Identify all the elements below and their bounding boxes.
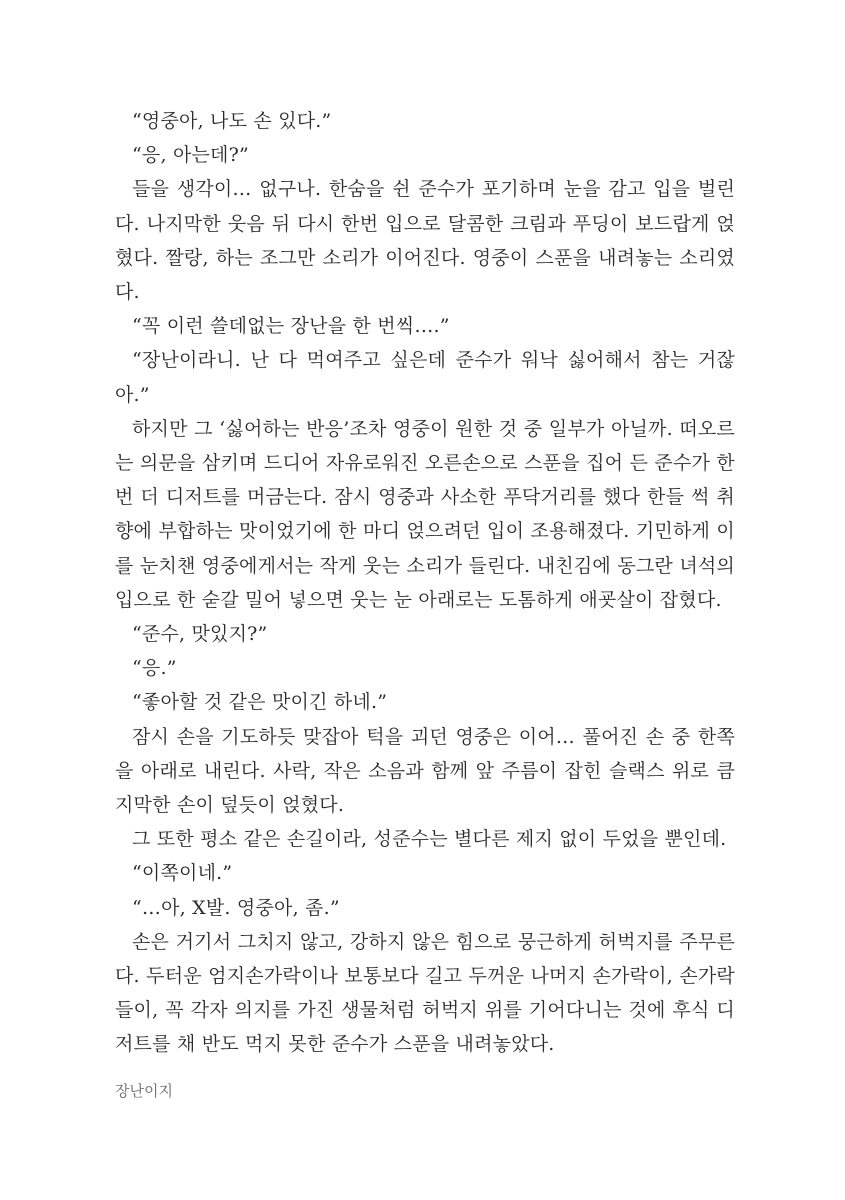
paragraph: “좋아할 것 같은 맛이긴 하네.”	[132, 691, 388, 714]
paragraph: “응, 아는데?”	[132, 144, 249, 167]
page-footer-title: 장난이지	[115, 1082, 173, 1100]
paragraph: 들을 생각이… 없구나. 한숨을 쉰 준수가 포기하며 눈을 감고 입을 벌린다. 나지막한 웃음 뒤 다시 한번 입으로 달콤한 크림과 푸딩이 보드랍게 얹혔다. 짤랑, 하는 조그만 소리가 이어진다. 영중이 스푼을 내려놓는 소리였다.	[115, 178, 735, 304]
body-text	[115, 104, 735, 1062]
paragraph: “꼭 이런 쓸데없는 장난을 한 번씩….”	[132, 315, 450, 338]
paragraph: “영중아, 나도 손 있다.”	[132, 110, 332, 132]
paragraph: “이쪽이네.”	[132, 862, 233, 885]
paragraph: 하지만 그 ‘싫어하는 반응’조차 영중이 원한 것 중 일부가 아닐까. 떠오르는 의문을 삼키며 드디어 자유로워진 오른손으로 스푼을 집어 든 준수가 한 번 더 디저트를 머금는다. 잠시 영중과 사소한 푸닥거리를 했다 한들 썩 취향에 부합하는 맛이었기에 한 마디 얹으려던 입이 조용해졌다. 기민하게 이를 눈치챈 영중에게서는 작게 웃는 소리가 들린다. 내친김에 동그란 녀석의 입으로 한 숟갈 밀어 넣으면 웃는 눈 아래로는 도톰하게 애굣살이 잡혔다.	[115, 417, 735, 611]
paragraph: “응.”	[132, 657, 177, 680]
paragraph: 그 또한 평소 같은 손길이라, 성준수는 별다른 제지 없이 두었을 뿐인데.	[132, 828, 727, 851]
paragraph: “장난이라니. 난 다 먹여주고 싶은데 준수가 워낙 싫어해서 참는 거잖아.”	[115, 349, 735, 406]
paragraph: 손은 거기서 그치지 않고, 강하지 않은 힘으로 뭉근하게 허벅지를 주무른다. 두터운 엄지손가락이나 보통보다 길고 두꺼운 나머지 손가락이, 손가락들이, 꼭 각자 의지를 가진 생물처럼 허벅지 위를 기어다니는 것에 후식 디저트를 채 반도 먹지 못한 준수가 스푼을 내려놓았다.	[115, 930, 735, 1056]
paragraph: “…아, X발. 영중아, 좀.”	[132, 896, 340, 919]
paragraph: “준수, 맛있지?”	[132, 623, 268, 646]
paragraph: 잠시 손을 기도하듯 맞잡아 턱을 괴던 영중은 이어… 풀어진 손 중 한쪽을 아래로 내린다. 사락, 작은 소음과 함께 앞 주름이 잡힌 슬랙스 위로 큼지막한 손이 덮듯이 얹혔다.	[115, 725, 735, 817]
